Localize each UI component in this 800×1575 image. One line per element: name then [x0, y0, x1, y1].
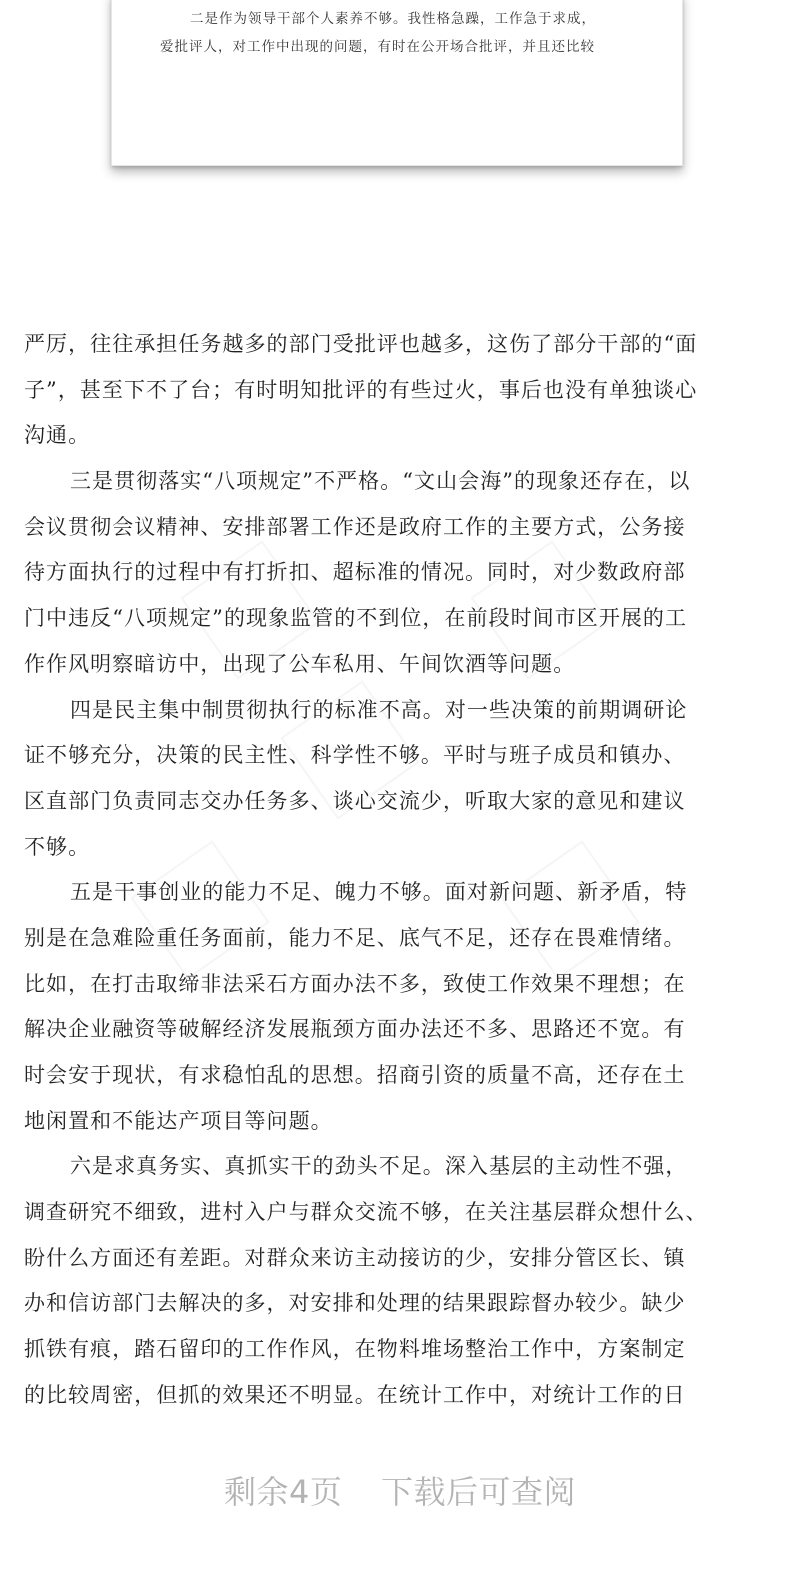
download-to-read-more-button[interactable]	[0, 1470, 800, 1514]
document-line: 的比较周密，但抓的效果还不明显。在统计工作中，对统计工作的日	[24, 1382, 686, 1407]
preview-text-line: 爱批评人，对工作中出现的问题，有时在公开场合批评，并且还比较	[160, 39, 595, 55]
preview-text-line: 二是作为领导干部个人素养不够。我性格急躁，工作急于求成，	[190, 11, 596, 27]
document-line: 调查研究不细致，进村入户与群众交流不够，在关注基层群众想什么、	[24, 1200, 708, 1225]
document-line: 证不够充分，决策的民主性、科学性不够。平时与班子成员和镇办、	[24, 743, 686, 768]
document-line: 解决企业融资等破解经济发展瓶颈方面办法还不多、思路还不宽。有	[24, 1017, 686, 1042]
document-line: 五是干事创业的能力不足、魄力不够。面对新问题、新矛盾，特	[70, 880, 688, 905]
document-line: 别是在急难险重任务面前，能力不足、底气不足，还存在畏难情绪。	[24, 925, 686, 950]
document-line: 待方面执行的过程中有打折扣、超标准的情况。同时，对少数政府部	[24, 560, 686, 585]
document-line: 不够。	[24, 834, 91, 859]
page-preview-card	[111, 0, 683, 166]
document-line: 门中违反“八项规定”的现象监管的不到位，在前段时间市区开展的工	[24, 606, 688, 631]
document-line: 办和信访部门去解决的多，对安排和处理的结果跟踪督办较少。缺少	[24, 1291, 686, 1316]
document-body	[24, 322, 794, 1419]
download-action-label: 下载后可查阅	[381, 1473, 577, 1511]
document-line: 区直部门负责同志交办任务多、谈心交流少，听取大家的意见和建议	[24, 788, 686, 813]
document-line: 比如，在打击取缔非法采石方面办法不多，致使工作效果不理想；在	[24, 971, 686, 996]
document-line: 三是贯彻落实“八项规定”不严格。“文山会海”的现象还存在，以	[70, 469, 691, 494]
document-line: 沟通。	[24, 423, 91, 448]
document-line: 子”，甚至下不了台；有时明知批评的有些过火，事后也没有单独谈心	[24, 377, 698, 402]
document-line: 严厉，往往承担任务越多的部门受批评也越多，这伤了部分干部的“面	[24, 332, 698, 356]
document-line: 四是民主集中制贯彻执行的标准不高。对一些决策的前期调研论	[70, 697, 688, 722]
document-line: 六是求真务实、真抓实干的劲头不足。深入基层的主动性不强，	[70, 1154, 688, 1179]
document-line: 会议贯彻会议精神、安排部署工作还是政府工作的主要方式，公务接	[24, 514, 686, 539]
remaining-pages-label: 剩余4页	[223, 1473, 343, 1511]
document-line: 抓铁有痕，踏石留印的工作作风，在物料堆场整治工作中，方案制定	[24, 1337, 686, 1362]
document-line: 时会安于现状，有求稳怕乱的思想。招商引资的质量不高，还存在土	[24, 1063, 686, 1087]
document-line: 作作风明察暗访中，出现了公车私用、午间饮酒等问题。	[24, 651, 576, 676]
document-line: 地闲置和不能达产项目等问题。	[24, 1108, 333, 1133]
document-line: 盼什么方面还有差距。对群众来访主动接访的少，安排分管区长、镇	[24, 1245, 686, 1270]
